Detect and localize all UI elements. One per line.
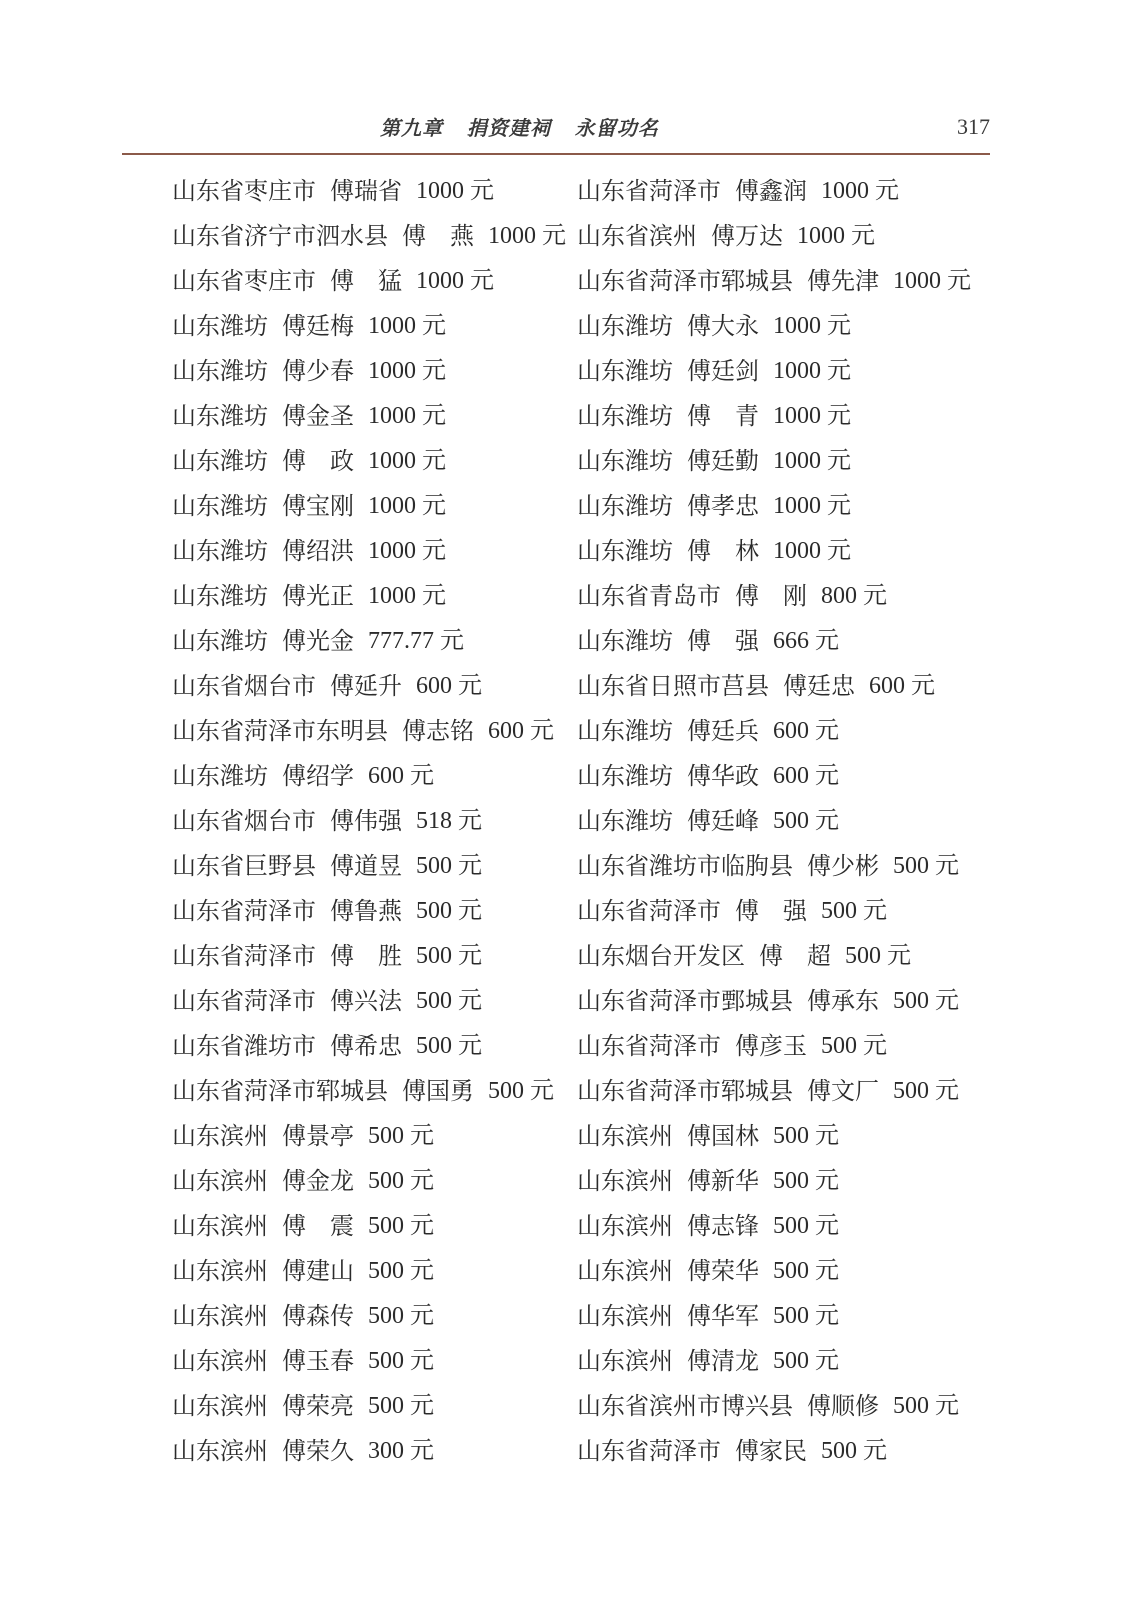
- donor-name: 傅廷兵: [687, 716, 759, 745]
- donor-place: 山东潍坊: [577, 446, 673, 475]
- donor-place: 山东省菏泽市鄄城县: [577, 986, 793, 1015]
- donation-amount: 500 元: [821, 1437, 887, 1464]
- donation-amount: 1000 元: [773, 447, 851, 474]
- donor-entry: [577, 213, 997, 258]
- donation-amount: 1000 元: [797, 222, 875, 249]
- donation-amount: 1000 元: [773, 537, 851, 564]
- donor-entry: [577, 933, 997, 978]
- donor-entry: [577, 1068, 997, 1113]
- header-divider: [122, 153, 990, 155]
- donor-place: 山东潍坊: [172, 761, 268, 790]
- donor-entry: [577, 1248, 997, 1293]
- donor-entry: [577, 1383, 997, 1428]
- donor-name: 傅先津: [807, 266, 879, 295]
- donor-entry: [172, 258, 577, 303]
- donor-entry: [172, 618, 577, 663]
- donor-entry: [172, 393, 577, 438]
- donation-amount: 500 元: [368, 1122, 434, 1149]
- donor-name: 傅 政: [282, 446, 354, 475]
- donor-place: 山东省烟台市: [172, 806, 316, 835]
- donor-place: 山东滨州: [577, 1256, 673, 1285]
- donor-place: 山东潍坊: [577, 716, 673, 745]
- donor-column-left: [172, 168, 577, 1473]
- donor-name: 傅承东: [807, 986, 879, 1015]
- donor-place: 山东省菏泽市: [172, 896, 316, 925]
- donor-place: 山东潍坊: [172, 536, 268, 565]
- donation-amount: 500 元: [368, 1392, 434, 1419]
- donor-entry: [577, 1023, 997, 1068]
- donor-name: 傅家民: [735, 1436, 807, 1465]
- donor-entry: [577, 798, 997, 843]
- donation-amount: 518 元: [416, 807, 482, 834]
- donor-entry: [172, 303, 577, 348]
- donation-amount: 1000 元: [488, 222, 566, 249]
- donor-place: 山东滨州: [172, 1346, 268, 1375]
- donation-amount: 500 元: [368, 1257, 434, 1284]
- donor-place: 山东潍坊: [172, 626, 268, 655]
- donor-name: 傅 强: [687, 626, 759, 655]
- donation-amount: 1000 元: [368, 357, 446, 384]
- donor-name: 傅绍洪: [282, 536, 354, 565]
- donor-place: 山东滨州: [577, 1346, 673, 1375]
- donor-place: 山东省枣庄市: [172, 176, 316, 205]
- donation-amount: 1000 元: [773, 357, 851, 384]
- donation-amount: 1000 元: [368, 447, 446, 474]
- donor-place: 山东省菏泽市: [172, 986, 316, 1015]
- donor-entry: [577, 1203, 997, 1248]
- donor-place: 山东省潍坊市临朐县: [577, 851, 793, 880]
- donor-entry: [577, 1338, 997, 1383]
- donor-name: 傅志锋: [687, 1211, 759, 1240]
- donor-entry: [577, 753, 997, 798]
- donor-entry: [172, 1068, 577, 1113]
- donor-place: 山东滨州: [172, 1121, 268, 1150]
- donor-name: 傅金龙: [282, 1166, 354, 1195]
- page-header: [122, 98, 990, 158]
- donation-amount: 600 元: [416, 672, 482, 699]
- donor-place: 山东潍坊: [172, 446, 268, 475]
- donor-entry: [172, 1113, 577, 1158]
- donation-amount: 600 元: [488, 717, 554, 744]
- donor-name: 傅 林: [687, 536, 759, 565]
- donor-name: 傅国林: [687, 1121, 759, 1150]
- donor-entry: [172, 1023, 577, 1068]
- donor-entry: [172, 438, 577, 483]
- donor-entry: [172, 1383, 577, 1428]
- donor-entry: [172, 753, 577, 798]
- donor-place: 山东潍坊: [577, 401, 673, 430]
- donation-amount: 1000 元: [368, 312, 446, 339]
- donation-amount: 1000 元: [368, 402, 446, 429]
- donor-name: 傅玉春: [282, 1346, 354, 1375]
- donation-amount: 666 元: [773, 627, 839, 654]
- donor-place: 山东潍坊: [577, 806, 673, 835]
- donor-name: 傅 猛: [330, 266, 402, 295]
- donor-name: 傅希忠: [330, 1031, 402, 1060]
- donor-entry: [172, 1158, 577, 1203]
- donation-amount: 1000 元: [368, 582, 446, 609]
- donor-name: 傅国勇: [402, 1076, 474, 1105]
- donor-name: 傅鲁燕: [330, 896, 402, 925]
- donation-amount: 500 元: [368, 1212, 434, 1239]
- donation-amount: 500 元: [893, 1077, 959, 1104]
- donation-amount: 500 元: [773, 1167, 839, 1194]
- donation-amount: 500 元: [821, 897, 887, 924]
- donor-entry: [577, 663, 997, 708]
- donation-amount: 500 元: [368, 1347, 434, 1374]
- donor-name: 傅文厂: [807, 1076, 879, 1105]
- donor-entry: [577, 483, 997, 528]
- donor-entry: [172, 933, 577, 978]
- donor-entry: [577, 708, 997, 753]
- donor-name: 傅荣亮: [282, 1391, 354, 1420]
- donation-amount: 600 元: [869, 672, 935, 699]
- donation-amount: 800 元: [821, 582, 887, 609]
- donor-entry: [577, 348, 997, 393]
- donation-amount: 500 元: [773, 1212, 839, 1239]
- donor-name: 傅延升: [330, 671, 402, 700]
- donation-amount: 500 元: [368, 1167, 434, 1194]
- donor-name: 傅 强: [735, 896, 807, 925]
- donor-place: 山东滨州: [577, 1301, 673, 1330]
- donor-entry: [577, 843, 997, 888]
- donor-name: 傅金圣: [282, 401, 354, 430]
- donor-name: 傅宝刚: [282, 491, 354, 520]
- donor-name: 傅瑞省: [330, 176, 402, 205]
- donor-place: 山东省菏泽市郓城县: [172, 1076, 388, 1105]
- donor-place: 山东潍坊: [577, 761, 673, 790]
- donation-amount: 500 元: [368, 1302, 434, 1329]
- donor-place: 山东潍坊: [577, 356, 673, 385]
- donor-name: 傅 燕: [402, 221, 474, 250]
- donor-place: 山东滨州: [577, 1166, 673, 1195]
- donation-amount: 1000 元: [368, 492, 446, 519]
- donor-entry: [577, 258, 997, 303]
- donor-entry: [172, 348, 577, 393]
- donation-amount: 500 元: [773, 1122, 839, 1149]
- donor-entry: [577, 393, 997, 438]
- donation-amount: 1000 元: [893, 267, 971, 294]
- donation-amount: 500 元: [416, 1032, 482, 1059]
- donor-entry: [577, 438, 997, 483]
- donor-place: 山东省滨州市博兴县: [577, 1391, 793, 1420]
- donor-place: 山东烟台开发区: [577, 941, 745, 970]
- donation-amount: 500 元: [773, 807, 839, 834]
- donor-place: 山东潍坊: [577, 626, 673, 655]
- donor-place: 山东潍坊: [172, 581, 268, 610]
- donation-amount: 500 元: [845, 942, 911, 969]
- donor-name: 傅景亭: [282, 1121, 354, 1150]
- donor-entry: [172, 1203, 577, 1248]
- donor-place: 山东省日照市莒县: [577, 671, 769, 700]
- donor-name: 傅志铭: [402, 716, 474, 745]
- donor-name: 傅廷勤: [687, 446, 759, 475]
- donor-entry: [172, 1338, 577, 1383]
- donor-place: 山东滨州: [172, 1256, 268, 1285]
- donation-amount: 1000 元: [416, 267, 494, 294]
- donation-amount: 500 元: [416, 942, 482, 969]
- donor-entry: [172, 1428, 577, 1473]
- donor-name: 傅光正: [282, 581, 354, 610]
- donor-entry: [577, 1113, 997, 1158]
- donor-name: 傅荣华: [687, 1256, 759, 1285]
- donor-place: 山东潍坊: [577, 536, 673, 565]
- donor-place: 山东滨州: [577, 1121, 673, 1150]
- donor-name: 傅 胜: [330, 941, 402, 970]
- donor-place: 山东省菏泽市: [577, 1436, 721, 1465]
- donor-place: 山东潍坊: [577, 311, 673, 340]
- donor-name: 傅 超: [759, 941, 831, 970]
- donor-entry: [577, 528, 997, 573]
- donor-place: 山东滨州: [172, 1391, 268, 1420]
- donation-amount: 500 元: [773, 1257, 839, 1284]
- donation-amount: 500 元: [893, 1392, 959, 1419]
- donor-entry: [172, 708, 577, 753]
- donor-entry: [577, 303, 997, 348]
- donor-name: 傅清龙: [687, 1346, 759, 1375]
- donor-name: 傅鑫润: [735, 176, 807, 205]
- donation-amount: 1000 元: [773, 402, 851, 429]
- donation-amount: 1000 元: [773, 492, 851, 519]
- donation-amount: 500 元: [893, 987, 959, 1014]
- donor-place: 山东潍坊: [577, 491, 673, 520]
- donation-amount: 500 元: [821, 1032, 887, 1059]
- donation-amount: 500 元: [416, 897, 482, 924]
- donation-amount: 1000 元: [773, 312, 851, 339]
- donation-amount: 500 元: [773, 1347, 839, 1374]
- donor-name: 傅建山: [282, 1256, 354, 1285]
- donor-place: 山东潍坊: [172, 356, 268, 385]
- donor-name: 傅华政: [687, 761, 759, 790]
- donor-place: 山东滨州: [172, 1211, 268, 1240]
- donor-name: 傅道昱: [330, 851, 402, 880]
- donor-place: 山东滨州: [172, 1301, 268, 1330]
- donor-place: 山东潍坊: [172, 311, 268, 340]
- donor-name: 傅荣久: [282, 1436, 354, 1465]
- donor-name: 傅绍学: [282, 761, 354, 790]
- donor-name: 傅彦玉: [735, 1031, 807, 1060]
- donor-name: 傅 青: [687, 401, 759, 430]
- donation-amount: 500 元: [488, 1077, 554, 1104]
- donor-name: 傅万达: [711, 221, 783, 250]
- donation-amount: 600 元: [773, 717, 839, 744]
- donor-entry: [172, 888, 577, 933]
- donor-name: 傅伟强: [330, 806, 402, 835]
- donor-name: 傅廷梅: [282, 311, 354, 340]
- donor-entry: [577, 573, 997, 618]
- donation-amount: 777.77 元: [368, 627, 464, 654]
- donor-entry: [172, 168, 577, 213]
- donor-place: 山东滨州: [577, 1211, 673, 1240]
- donor-place: 山东省菏泽市郓城县: [577, 1076, 793, 1105]
- donor-place: 山东省菏泽市: [577, 1031, 721, 1060]
- donation-amount: 500 元: [773, 1302, 839, 1329]
- donor-place: 山东省济宁市泗水县: [172, 221, 388, 250]
- chapter-title: 第九章 捐资建祠 永留功名: [380, 116, 659, 140]
- donor-place: 山东省潍坊市: [172, 1031, 316, 1060]
- donation-amount: 300 元: [368, 1437, 434, 1464]
- donation-amount: 600 元: [773, 762, 839, 789]
- donor-entry: [172, 798, 577, 843]
- donor-name: 傅兴法: [330, 986, 402, 1015]
- donor-entry: [577, 618, 997, 663]
- donor-entry: [172, 573, 577, 618]
- donor-place: 山东潍坊: [172, 491, 268, 520]
- donor-entry: [172, 978, 577, 1023]
- donor-name: 傅新华: [687, 1166, 759, 1195]
- donor-place: 山东省菏泽市: [172, 941, 316, 970]
- donation-amount: 1000 元: [416, 177, 494, 204]
- donor-entry: [172, 663, 577, 708]
- donor-place: 山东省巨野县: [172, 851, 316, 880]
- donation-amount: 1000 元: [821, 177, 899, 204]
- donation-amount: 600 元: [368, 762, 434, 789]
- donor-name: 傅华军: [687, 1301, 759, 1330]
- donor-place: 山东滨州: [172, 1436, 268, 1465]
- donor-name: 傅 震: [282, 1211, 354, 1240]
- donation-amount: 500 元: [416, 987, 482, 1014]
- donor-place: 山东省菏泽市: [577, 176, 721, 205]
- donor-entry: [577, 888, 997, 933]
- donor-place: 山东省菏泽市: [577, 896, 721, 925]
- donor-name: 傅廷剑: [687, 356, 759, 385]
- donor-entry: [577, 1428, 997, 1473]
- donor-place: 山东省枣庄市: [172, 266, 316, 295]
- page-number: 317: [957, 114, 990, 139]
- donor-entry: [577, 1293, 997, 1338]
- donation-amount: 500 元: [893, 852, 959, 879]
- donor-entry: [172, 213, 577, 258]
- donor-name: 傅顺修: [807, 1391, 879, 1420]
- donor-list: [172, 168, 990, 1468]
- donor-place: 山东潍坊: [172, 401, 268, 430]
- donor-entry: [172, 843, 577, 888]
- donor-place: 山东省烟台市: [172, 671, 316, 700]
- donor-entry: [577, 168, 997, 213]
- donor-entry: [172, 528, 577, 573]
- donor-name: 傅少彬: [807, 851, 879, 880]
- donor-place: 山东省青岛市: [577, 581, 721, 610]
- donor-entry: [172, 483, 577, 528]
- donor-name: 傅廷峰: [687, 806, 759, 835]
- donation-amount: 1000 元: [368, 537, 446, 564]
- donor-column-right: [577, 168, 997, 1473]
- donor-entry: [172, 1293, 577, 1338]
- donor-name: 傅孝忠: [687, 491, 759, 520]
- donor-name: 傅光金: [282, 626, 354, 655]
- donor-name: 傅森传: [282, 1301, 354, 1330]
- donor-name: 傅廷忠: [783, 671, 855, 700]
- donor-place: 山东省菏泽市郓城县: [577, 266, 793, 295]
- donor-entry: [577, 1158, 997, 1203]
- donor-place: 山东省滨州: [577, 221, 697, 250]
- donor-name: 傅 刚: [735, 581, 807, 610]
- donation-amount: 500 元: [416, 852, 482, 879]
- donor-place: 山东滨州: [172, 1166, 268, 1195]
- donor-name: 傅少春: [282, 356, 354, 385]
- donor-place: 山东省菏泽市东明县: [172, 716, 388, 745]
- donor-entry: [577, 978, 997, 1023]
- donor-entry: [172, 1248, 577, 1293]
- donor-name: 傅大永: [687, 311, 759, 340]
